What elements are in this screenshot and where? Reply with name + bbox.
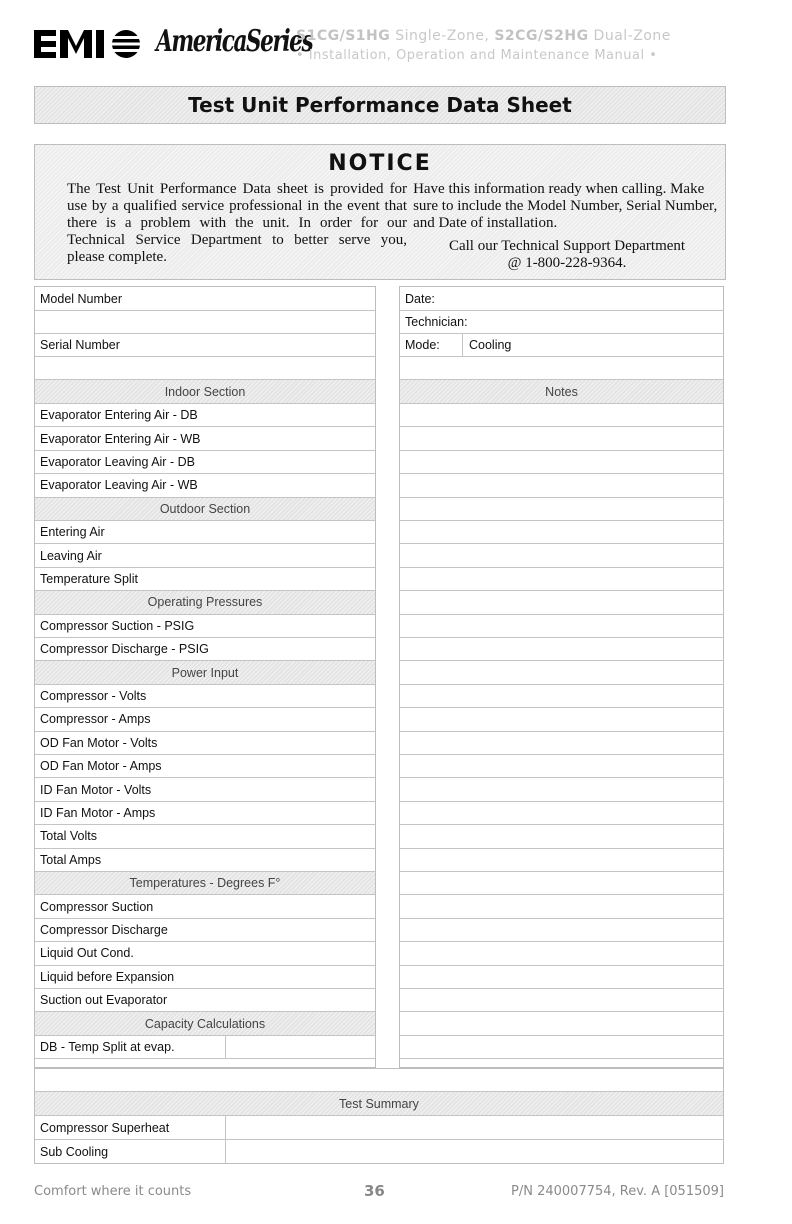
row-label: Compressor - Amps [40, 712, 151, 727]
notice-left-text: The Test Unit Performance Data sheet is provided for use by a qualified service professional in the event that there is a problem with the unit. In order for our Technical Service Department to better serve you, please complete. [67, 181, 408, 265]
data-row[interactable] [35, 474, 375, 497]
row-label: ID Fan Motor - Volts [40, 782, 152, 797]
date-label: Date: [405, 291, 435, 306]
notes-line[interactable] [400, 638, 723, 661]
row-label: Evaporator Leaving Air - DB [40, 454, 195, 469]
notes-line[interactable] [400, 615, 723, 638]
notice-body [67, 181, 721, 272]
data-row[interactable] [35, 755, 375, 778]
section-temperatures [35, 872, 375, 895]
row-label: OD Fan Motor - Amps [40, 759, 162, 774]
notes-line[interactable] [400, 942, 723, 965]
notes-line[interactable] [400, 708, 723, 731]
section-outdoor-title: Outdoor Section [159, 501, 251, 516]
section-capacity-calculations-title: Capacity Calculations [144, 1016, 266, 1031]
notes-line[interactable] [400, 427, 723, 450]
row-label: ID Fan Motor - Amps [40, 805, 156, 820]
section-indoor [35, 380, 375, 404]
summary-blank-row [35, 1069, 723, 1092]
mode-divider [462, 334, 463, 357]
right-blank-row[interactable] [400, 357, 723, 380]
notice-heading: NOTICE [328, 151, 432, 176]
row-label: Total Amps [40, 852, 102, 867]
notice-box [34, 144, 726, 280]
row-label: Evaporator Entering Air - DB [40, 408, 198, 423]
notice-right [413, 181, 721, 272]
section-operating-pressures-title: Operating Pressures [147, 595, 263, 610]
row-label: OD Fan Motor - Volts [40, 735, 158, 750]
mode-label: Mode: [405, 338, 440, 352]
data-row[interactable] [35, 942, 375, 965]
test-summary-title: Test Summary [339, 1096, 419, 1111]
row-label: Entering Air [40, 525, 105, 540]
notes-line[interactable] [400, 591, 723, 614]
notes-line[interactable] [400, 1012, 723, 1035]
section-temperatures-title: Temperatures - Degrees F° [129, 876, 281, 891]
notes-line[interactable] [400, 474, 723, 497]
notes-line[interactable] [400, 661, 723, 684]
notes-line[interactable] [400, 802, 723, 825]
notes-line[interactable] [400, 544, 723, 567]
summary-value-divider [225, 1116, 226, 1163]
section-test-summary [35, 1092, 723, 1116]
section-operating-pressures [35, 591, 375, 614]
section-power-input [35, 661, 375, 684]
left-data-column [34, 286, 376, 1068]
page-header [34, 22, 724, 68]
serial-number-blank-row[interactable] [35, 357, 375, 380]
notes-line[interactable] [400, 404, 723, 427]
data-row[interactable] [35, 521, 375, 544]
row-label: Liquid Out Cond. [40, 946, 134, 961]
subcooling-row[interactable] [35, 1140, 723, 1164]
data-row[interactable] [35, 989, 375, 1012]
support-phone: @ 1-800-228-9364. [507, 255, 627, 271]
data-row[interactable] [35, 849, 375, 872]
superheat-label: Compressor Superheat [40, 1120, 170, 1135]
model-single: S1CG/S1HG [296, 28, 391, 44]
notes-line[interactable] [400, 966, 723, 989]
data-row[interactable] [35, 685, 375, 708]
data-row[interactable] [35, 732, 375, 755]
notes-line[interactable] [400, 732, 723, 755]
model-number-blank-row[interactable] [35, 311, 375, 334]
data-row[interactable] [35, 544, 375, 567]
notes-line[interactable] [400, 451, 723, 474]
notes-line[interactable] [400, 1036, 723, 1059]
row-label: Leaving Air [40, 548, 102, 563]
data-row[interactable] [35, 427, 375, 450]
data-row[interactable] [35, 895, 375, 918]
dual-zone-label: Dual-Zone [593, 28, 671, 44]
row-label: Evaporator Leaving Air - WB [40, 478, 198, 493]
row-label: Compressor Discharge [40, 922, 168, 937]
emi-logo [34, 28, 146, 60]
data-row[interactable] [35, 825, 375, 848]
subcooling-label: Sub Cooling [40, 1145, 109, 1159]
footer-tagline: Comfort where it counts [34, 1184, 192, 1199]
section-power-input-title: Power Input [171, 665, 239, 680]
notes-line[interactable] [400, 895, 723, 918]
serial-number-label: Serial Number [40, 338, 120, 352]
model-number-row[interactable] [35, 287, 375, 311]
row-label: Compressor Suction [40, 899, 154, 914]
notice-right-text: Have this information ready when calling. Make sure to include the Model Number, Serial Number, and Date of installation. [413, 181, 718, 231]
data-row[interactable] [35, 778, 375, 801]
row-label: Compressor - Volts [40, 688, 147, 703]
notes-line[interactable] [400, 872, 723, 895]
header-text [296, 28, 671, 63]
notes-line[interactable] [400, 498, 723, 521]
row-label: Temperature Split [40, 571, 138, 586]
notes-line[interactable] [400, 568, 723, 591]
data-row[interactable] [35, 1036, 375, 1059]
technician-label: Technician: [405, 315, 468, 329]
data-row[interactable] [35, 615, 375, 638]
section-outdoor [35, 498, 375, 521]
data-row[interactable] [35, 919, 375, 942]
notes-line[interactable] [400, 919, 723, 942]
mode-row[interactable] [400, 334, 723, 357]
notes-line[interactable] [400, 989, 723, 1012]
notes-line[interactable] [400, 825, 723, 848]
superheat-row[interactable] [35, 1116, 723, 1140]
date-row[interactable] [400, 287, 723, 311]
row-label: Compressor Suction - PSIG [40, 618, 195, 633]
notes-line[interactable] [400, 521, 723, 544]
page-title: Test Unit Performance Data Sheet [188, 93, 572, 117]
support-call-line: Call our Technical Support Department [448, 238, 686, 254]
manual-subtitle: • Installation, Operation and Maintenance Manual • [296, 48, 658, 63]
data-row[interactable] [35, 638, 375, 661]
summary-block [34, 1068, 724, 1164]
indoor-section-title: Indoor Section [164, 384, 246, 399]
data-row[interactable] [35, 802, 375, 825]
notes-line[interactable] [400, 849, 723, 872]
data-row[interactable] [35, 966, 375, 989]
model-number-label: Model Number [40, 291, 122, 306]
data-row[interactable] [35, 404, 375, 427]
row-label: Evaporator Entering Air - WB [40, 431, 201, 446]
mode-value: Cooling [469, 338, 512, 352]
serial-number-row[interactable] [35, 334, 375, 357]
page-title-bar [34, 86, 726, 124]
model-dual: S2CG/S2HG [494, 28, 589, 44]
page-number: 36 [364, 1182, 385, 1200]
row-label: Compressor Discharge - PSIG [40, 642, 209, 657]
capacity-value-divider [225, 1036, 226, 1058]
data-row[interactable] [35, 708, 375, 731]
row-label: Liquid before Expansion [40, 969, 175, 984]
row-label: Total Volts [40, 829, 97, 844]
data-row[interactable] [35, 451, 375, 474]
single-zone-label: Single-Zone, [395, 28, 490, 44]
notes-section-title: Notes [545, 384, 578, 399]
notes-line[interactable] [400, 755, 723, 778]
data-row[interactable] [35, 568, 375, 591]
part-number: P/N 240007754, Rev. A [051509] [511, 1184, 724, 1199]
row-label: Suction out Evaporator [40, 993, 168, 1008]
series-logo: AmericaSeries [156, 24, 313, 59]
technician-row[interactable] [400, 311, 723, 334]
notes-line[interactable] [400, 778, 723, 801]
right-notes-column [399, 286, 724, 1068]
row-label: DB - Temp Split at evap. [40, 1039, 175, 1054]
section-capacity-calculations [35, 1012, 375, 1035]
notes-line[interactable] [400, 685, 723, 708]
section-notes [400, 380, 723, 404]
header-model-line [296, 28, 671, 44]
